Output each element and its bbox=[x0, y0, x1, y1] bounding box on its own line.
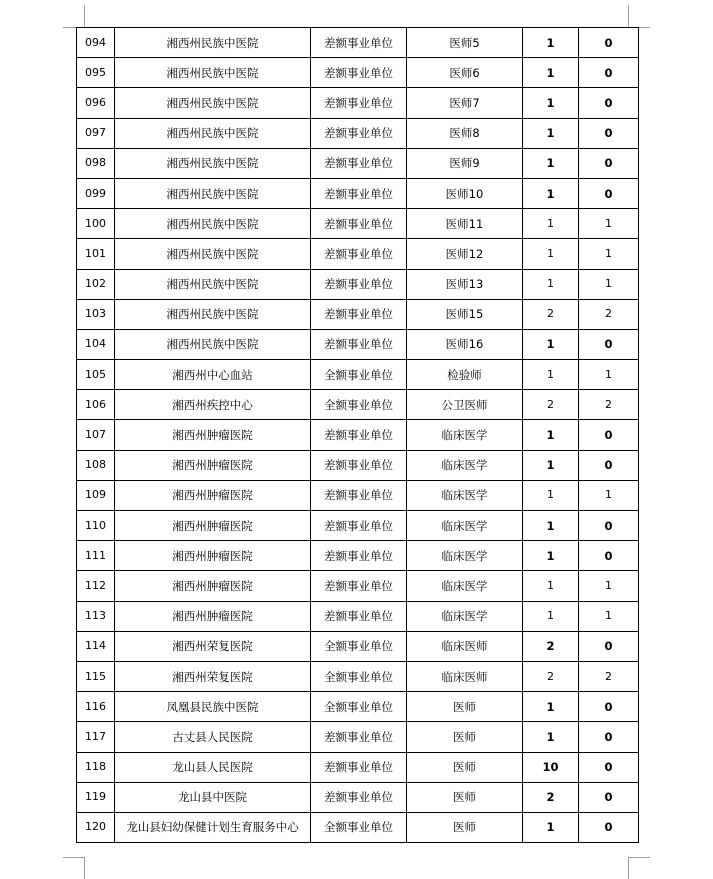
cell-quantity-a: 1 bbox=[523, 480, 579, 510]
cell-employer-name: 湘西州肿瘤医院 bbox=[115, 480, 311, 510]
cell-position: 临床医学 bbox=[407, 420, 523, 450]
cell-position: 医师5 bbox=[407, 28, 523, 58]
cell-employer-name: 湘西州民族中医院 bbox=[115, 209, 311, 239]
cell-quantity-b: 0 bbox=[579, 420, 639, 450]
table-row bbox=[77, 420, 639, 450]
cell-employer-name: 湘西州民族中医院 bbox=[115, 239, 311, 269]
table-row bbox=[77, 299, 639, 329]
cell-position: 临床医学 bbox=[407, 480, 523, 510]
table-row bbox=[77, 722, 639, 752]
cell-position: 医师 bbox=[407, 752, 523, 782]
cell-employer-name: 龙山县人民医院 bbox=[115, 752, 311, 782]
cell-unit-type: 全额事业单位 bbox=[311, 692, 407, 722]
cell-quantity-a: 1 bbox=[523, 511, 579, 541]
cell-quantity-a: 1 bbox=[523, 450, 579, 480]
cell-quantity-a: 1 bbox=[523, 692, 579, 722]
cell-unit-type: 差额事业单位 bbox=[311, 420, 407, 450]
table-row bbox=[77, 812, 639, 842]
cell-unit-type: 差额事业单位 bbox=[311, 88, 407, 118]
cell-employer-name: 湘西州荣复医院 bbox=[115, 631, 311, 661]
cell-quantity-a: 1 bbox=[523, 88, 579, 118]
cell-quantity-b: 0 bbox=[579, 329, 639, 359]
cell-employer-name: 湘西州民族中医院 bbox=[115, 148, 311, 178]
cell-employer-name: 湘西州肿瘤医院 bbox=[115, 511, 311, 541]
cell-quantity-b: 0 bbox=[579, 450, 639, 480]
cell-position: 公卫医师 bbox=[407, 390, 523, 420]
cell-quantity-a: 1 bbox=[523, 269, 579, 299]
cell-position: 临床医学 bbox=[407, 571, 523, 601]
cell-unit-type: 差额事业单位 bbox=[311, 722, 407, 752]
cell-unit-type: 差额事业单位 bbox=[311, 239, 407, 269]
cell-quantity-b: 0 bbox=[579, 511, 639, 541]
cell-position: 医师 bbox=[407, 692, 523, 722]
cell-quantity-b: 0 bbox=[579, 631, 639, 661]
table-row bbox=[77, 450, 639, 480]
cell-quantity-b: 2 bbox=[579, 661, 639, 691]
cell-position: 医师11 bbox=[407, 209, 523, 239]
cell-quantity-a: 1 bbox=[523, 601, 579, 631]
cell-quantity-a: 1 bbox=[523, 571, 579, 601]
cell-position: 医师 bbox=[407, 722, 523, 752]
cell-employer-name: 湘西州民族中医院 bbox=[115, 88, 311, 118]
cell-position: 临床医学 bbox=[407, 450, 523, 480]
cell-unit-type: 差额事业单位 bbox=[311, 511, 407, 541]
cell-serial-number: 100 bbox=[77, 209, 115, 239]
cell-serial-number: 116 bbox=[77, 692, 115, 722]
recruitment-table bbox=[76, 27, 639, 843]
cell-unit-type: 差额事业单位 bbox=[311, 28, 407, 58]
table-row bbox=[77, 782, 639, 812]
cell-quantity-b: 2 bbox=[579, 390, 639, 420]
cell-employer-name: 湘西州肿瘤医院 bbox=[115, 541, 311, 571]
cell-employer-name: 湘西州肿瘤医院 bbox=[115, 601, 311, 631]
table-row bbox=[77, 511, 639, 541]
cell-serial-number: 113 bbox=[77, 601, 115, 631]
cell-unit-type: 差额事业单位 bbox=[311, 299, 407, 329]
cell-quantity-b: 1 bbox=[579, 480, 639, 510]
cell-serial-number: 119 bbox=[77, 782, 115, 812]
cell-quantity-b: 0 bbox=[579, 752, 639, 782]
table-row bbox=[77, 692, 639, 722]
cell-unit-type: 全额事业单位 bbox=[311, 360, 407, 390]
cell-quantity-b: 1 bbox=[579, 571, 639, 601]
cell-quantity-a: 1 bbox=[523, 209, 579, 239]
table-row bbox=[77, 329, 639, 359]
cell-quantity-a: 1 bbox=[523, 28, 579, 58]
cell-serial-number: 106 bbox=[77, 390, 115, 420]
cell-position: 医师9 bbox=[407, 148, 523, 178]
cell-serial-number: 095 bbox=[77, 58, 115, 88]
cell-quantity-a: 1 bbox=[523, 541, 579, 571]
cell-position: 临床医学 bbox=[407, 511, 523, 541]
cell-quantity-b: 0 bbox=[579, 148, 639, 178]
cell-serial-number: 114 bbox=[77, 631, 115, 661]
cell-employer-name: 古丈县人民医院 bbox=[115, 722, 311, 752]
cell-employer-name: 龙山县中医院 bbox=[115, 782, 311, 812]
cell-unit-type: 全额事业单位 bbox=[311, 631, 407, 661]
cell-quantity-a: 1 bbox=[523, 360, 579, 390]
cell-employer-name: 湘西州肿瘤医院 bbox=[115, 450, 311, 480]
table-row bbox=[77, 480, 639, 510]
cell-quantity-a: 1 bbox=[523, 118, 579, 148]
cell-unit-type: 差额事业单位 bbox=[311, 329, 407, 359]
cell-serial-number: 107 bbox=[77, 420, 115, 450]
cell-quantity-a: 1 bbox=[523, 148, 579, 178]
table-row bbox=[77, 28, 639, 58]
cell-quantity-a: 1 bbox=[523, 239, 579, 269]
cell-quantity-b: 0 bbox=[579, 541, 639, 571]
cell-quantity-b: 1 bbox=[579, 601, 639, 631]
cell-quantity-b: 1 bbox=[579, 269, 639, 299]
cell-position: 医师13 bbox=[407, 269, 523, 299]
cell-unit-type: 差额事业单位 bbox=[311, 480, 407, 510]
cell-unit-type: 差额事业单位 bbox=[311, 571, 407, 601]
cell-employer-name: 湘西州疾控中心 bbox=[115, 390, 311, 420]
cell-quantity-b: 2 bbox=[579, 299, 639, 329]
cell-quantity-a: 1 bbox=[523, 329, 579, 359]
cell-quantity-a: 1 bbox=[523, 812, 579, 842]
cell-position: 医师15 bbox=[407, 299, 523, 329]
table-row bbox=[77, 661, 639, 691]
table-row bbox=[77, 269, 639, 299]
cell-serial-number: 110 bbox=[77, 511, 115, 541]
cell-position: 检验师 bbox=[407, 360, 523, 390]
table-row bbox=[77, 118, 639, 148]
cell-serial-number: 117 bbox=[77, 722, 115, 752]
table-row bbox=[77, 148, 639, 178]
cell-unit-type: 差额事业单位 bbox=[311, 178, 407, 208]
table-row bbox=[77, 601, 639, 631]
cell-serial-number: 098 bbox=[77, 148, 115, 178]
cell-serial-number: 105 bbox=[77, 360, 115, 390]
cell-quantity-b: 0 bbox=[579, 178, 639, 208]
cell-serial-number: 120 bbox=[77, 812, 115, 842]
cell-unit-type: 全额事业单位 bbox=[311, 390, 407, 420]
cell-employer-name: 湘西州中心血站 bbox=[115, 360, 311, 390]
crop-mark-top-right-v bbox=[628, 5, 629, 27]
cell-quantity-a: 2 bbox=[523, 661, 579, 691]
cell-employer-name: 湘西州民族中医院 bbox=[115, 299, 311, 329]
cell-employer-name: 凤凰县民族中医院 bbox=[115, 692, 311, 722]
cell-position: 医师10 bbox=[407, 178, 523, 208]
cell-quantity-b: 0 bbox=[579, 28, 639, 58]
cell-quantity-b: 0 bbox=[579, 812, 639, 842]
cell-quantity-a: 2 bbox=[523, 390, 579, 420]
cell-employer-name: 湘西州民族中医院 bbox=[115, 58, 311, 88]
cell-unit-type: 差额事业单位 bbox=[311, 601, 407, 631]
cell-position: 医师7 bbox=[407, 88, 523, 118]
cell-position: 医师16 bbox=[407, 329, 523, 359]
table-row bbox=[77, 88, 639, 118]
cell-quantity-b: 1 bbox=[579, 239, 639, 269]
cell-unit-type: 差额事业单位 bbox=[311, 58, 407, 88]
cell-position: 医师12 bbox=[407, 239, 523, 269]
cell-position: 临床医学 bbox=[407, 601, 523, 631]
cell-employer-name: 湘西州民族中医院 bbox=[115, 28, 311, 58]
cell-employer-name: 湘西州民族中医院 bbox=[115, 269, 311, 299]
cell-quantity-b: 0 bbox=[579, 58, 639, 88]
table-row bbox=[77, 571, 639, 601]
cell-unit-type: 差额事业单位 bbox=[311, 450, 407, 480]
cell-employer-name: 湘西州民族中医院 bbox=[115, 329, 311, 359]
cell-serial-number: 118 bbox=[77, 752, 115, 782]
cell-quantity-a: 10 bbox=[523, 752, 579, 782]
cell-position: 医师6 bbox=[407, 58, 523, 88]
cell-position: 医师8 bbox=[407, 118, 523, 148]
table-row bbox=[77, 58, 639, 88]
cell-serial-number: 099 bbox=[77, 178, 115, 208]
cell-position: 医师 bbox=[407, 782, 523, 812]
cell-unit-type: 差额事业单位 bbox=[311, 752, 407, 782]
cell-serial-number: 112 bbox=[77, 571, 115, 601]
cell-serial-number: 109 bbox=[77, 480, 115, 510]
table-row bbox=[77, 360, 639, 390]
cell-serial-number: 096 bbox=[77, 88, 115, 118]
cell-unit-type: 差额事业单位 bbox=[311, 269, 407, 299]
cell-unit-type: 差额事业单位 bbox=[311, 782, 407, 812]
cell-serial-number: 094 bbox=[77, 28, 115, 58]
cell-position: 临床医师 bbox=[407, 661, 523, 691]
cell-serial-number: 108 bbox=[77, 450, 115, 480]
cell-employer-name: 龙山县妇幼保健计划生育服务中心 bbox=[115, 812, 311, 842]
crop-mark-bottom-right-v bbox=[628, 857, 629, 879]
cell-serial-number: 101 bbox=[77, 239, 115, 269]
cell-quantity-b: 0 bbox=[579, 722, 639, 752]
cell-employer-name: 湘西州民族中医院 bbox=[115, 118, 311, 148]
cell-position: 临床医学 bbox=[407, 541, 523, 571]
crop-mark-bottom-left-h bbox=[63, 857, 85, 858]
cell-quantity-a: 1 bbox=[523, 178, 579, 208]
table-body bbox=[77, 28, 639, 843]
table-row bbox=[77, 178, 639, 208]
cell-serial-number: 111 bbox=[77, 541, 115, 571]
cell-employer-name: 湘西州肿瘤医院 bbox=[115, 420, 311, 450]
crop-mark-bottom-right-h bbox=[628, 857, 650, 858]
table-row bbox=[77, 390, 639, 420]
cell-employer-name: 湘西州民族中医院 bbox=[115, 178, 311, 208]
cell-quantity-b: 1 bbox=[579, 360, 639, 390]
cell-quantity-b: 0 bbox=[579, 692, 639, 722]
cell-serial-number: 115 bbox=[77, 661, 115, 691]
cell-unit-type: 差额事业单位 bbox=[311, 118, 407, 148]
cell-unit-type: 差额事业单位 bbox=[311, 209, 407, 239]
table-row bbox=[77, 631, 639, 661]
crop-mark-bottom-left-v bbox=[84, 857, 85, 879]
cell-unit-type: 全额事业单位 bbox=[311, 661, 407, 691]
cell-serial-number: 103 bbox=[77, 299, 115, 329]
cell-quantity-b: 0 bbox=[579, 88, 639, 118]
crop-mark-top-left-v bbox=[84, 5, 85, 27]
cell-position: 医师 bbox=[407, 812, 523, 842]
cell-unit-type: 差额事业单位 bbox=[311, 541, 407, 571]
cell-quantity-b: 0 bbox=[579, 118, 639, 148]
table-row bbox=[77, 541, 639, 571]
table-row bbox=[77, 239, 639, 269]
cell-quantity-a: 1 bbox=[523, 58, 579, 88]
cell-quantity-a: 2 bbox=[523, 299, 579, 329]
cell-employer-name: 湘西州肿瘤医院 bbox=[115, 571, 311, 601]
cell-unit-type: 全额事业单位 bbox=[311, 812, 407, 842]
cell-quantity-a: 1 bbox=[523, 722, 579, 752]
cell-quantity-b: 0 bbox=[579, 782, 639, 812]
cell-quantity-a: 2 bbox=[523, 782, 579, 812]
cell-serial-number: 102 bbox=[77, 269, 115, 299]
cell-employer-name: 湘西州荣复医院 bbox=[115, 661, 311, 691]
cell-quantity-b: 1 bbox=[579, 209, 639, 239]
cell-position: 临床医师 bbox=[407, 631, 523, 661]
cell-serial-number: 097 bbox=[77, 118, 115, 148]
cell-serial-number: 104 bbox=[77, 329, 115, 359]
cell-quantity-a: 1 bbox=[523, 420, 579, 450]
cell-unit-type: 差额事业单位 bbox=[311, 148, 407, 178]
cell-quantity-a: 2 bbox=[523, 631, 579, 661]
table-row bbox=[77, 209, 639, 239]
table-row bbox=[77, 752, 639, 782]
